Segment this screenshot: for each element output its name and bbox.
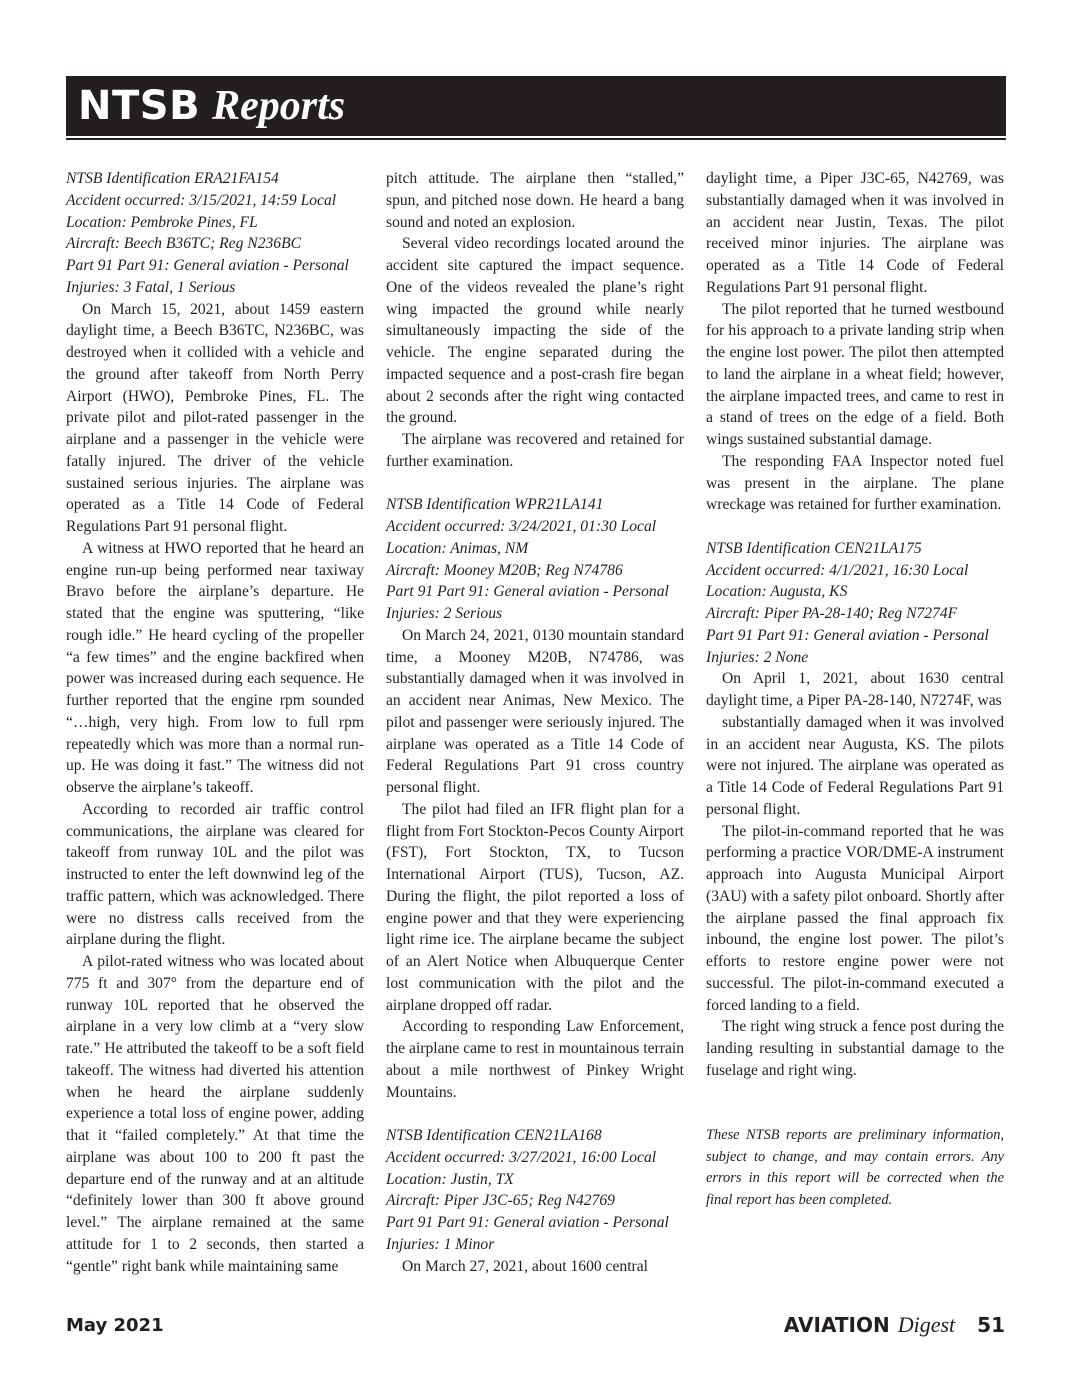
report-3-meta — [386, 1125, 684, 1256]
report-aircraft: Aircraft: Mooney M20B; Reg N74786 — [386, 561, 623, 579]
report-4-meta — [706, 538, 1004, 669]
report-paragraph: The airplane was recovered and retained for further examination. — [386, 431, 684, 470]
spacer — [386, 473, 684, 495]
banner-title-bold: NTSB — [78, 83, 201, 129]
report-id: NTSB Identification ERA21FA154 — [66, 170, 279, 187]
report-aircraft: Aircraft: Piper PA-28-140; Reg N7274F — [706, 605, 958, 622]
banner-rule — [66, 138, 1006, 140]
disclaimer-note: These NTSB reports are preliminary information, subject to change, and may contain errors. Any errors in this report will be corrected when the final report has been completed. — [706, 1127, 1004, 1208]
column-1 — [66, 168, 364, 1277]
report-aircraft: Aircraft: Beech B36TC; Reg N236BC — [66, 235, 302, 253]
report-injuries: Injuries: 2 Serious — [386, 605, 503, 622]
report-part: Part 91 Part 91: General aviation - Personal — [66, 257, 349, 274]
report-location: Location: Animas, NM — [386, 539, 529, 557]
report-part: Part 91 Part 91: General aviation - Personal — [706, 626, 989, 644]
report-paragraph: On March 15, 2021, about 1459 eastern daylight time, a Beech B36TC, N236BC, was destroyed when it collided with a vehicle and the ground after takeoff from North Perry Airport (HWO), Pembroke Pines, FL. The private pilot and pilot-rated passenger in the airplane and a passenger in the vehicle were fatally injured. The driver of the vehicle sustained serious injuries. The airplane was operated as a Title 14 Code of Federal Regulations Part 91 personal flight. — [66, 300, 364, 535]
report-paragraph: The pilot-in-command reported that he was performing a practice VOR/DME-A instrument approach into Augusta Municipal Airport (3AU) with a safety pilot onboard. Shortly after the airplane passed the final approach fix inbound, the engine lost power. The pilot’s efforts to restore engine power were not successful. The pilot-in-command executed a forced landing to a field. — [706, 822, 1004, 1014]
spacer — [706, 1103, 1004, 1125]
report-id: NTSB Identification WPR21LA141 — [386, 496, 604, 514]
report-paragraph: substantially damaged when it was involved in an accident near Augusta, KS. The pilots were not injured. The airplane was operated as a Title 14 Code of Federal Regulations Part 91 personal flight. — [706, 713, 1004, 818]
report-location: Location: Augusta, KS — [706, 583, 848, 601]
report-paragraph: On March 24, 2021, 0130 mountain standard time, a Mooney M20B, N74786, was substantially damaged when it was involved in an accident near Animas, New Mexico. The pilot and passenger were seriously injured. The airplane was operated as a Title 14 Code of Federal Regulations Part 91 cross country personal flight. — [386, 626, 684, 796]
report-date: Accident occurred: 3/27/2021, 16:00 Local — [386, 1148, 657, 1166]
banner-title-italic: Reports — [212, 83, 346, 129]
report-paragraph: A pilot-rated witness who was located about 775 ft and 307° from the departure end of runway 10L reported that he observed the airplane in a very low climb at a “very slow rate.” He attributed the takeoff to be a soft field takeoff. The witness had diverted his attention when he heard the airplane suddenly experience a total loss of engine power, adding that it “failed completely.” At that time the airplane was about 100 to 200 ft past the departure end of the runway and at an altitude “definitely lower than 300 ft above ground level.” The airplane remained at the same attitude for 1 to 2 seconds, then started a “gentle” right bank while maintaining same — [66, 953, 364, 1275]
report-aircraft: Aircraft: Piper J3C-65; Reg N42769 — [386, 1192, 615, 1210]
magazine-name-bold: AVIATION — [783, 1313, 890, 1337]
report-1-meta — [66, 168, 364, 299]
issue-date: May 2021 — [66, 1315, 164, 1336]
report-paragraph: According to responding Law Enforcement, the airplane came to rest in mountainous terrain about a mile northwest of Pinkey Wright Mountains. — [386, 1018, 684, 1101]
report-2-meta — [386, 494, 684, 625]
report-paragraph: pitch attitude. The airplane then “stalled,” spun, and pitched nose down. He heard a bang sound and noted an explosion. — [386, 170, 684, 231]
footer-folio — [784, 1312, 1005, 1338]
report-date: Accident occurred: 4/1/2021, 16:30 Local — [706, 561, 969, 579]
report-paragraph: Several video recordings located around the accident site captured the impact sequence. One of the videos revealed the plane’s right wing impacted the ground while nearly simultaneously impacting the side of the vehicle. The engine separated during the impacted sequence and a post-crash fire began about 2 seconds after the right wing contacted the ground. — [386, 235, 684, 427]
report-paragraph: According to recorded air traffic control communications, the airplane was cleared for takeoff from runway 10L and the pilot was instructed to enter the left downwind leg of the traffic pattern, which was acknowledged. There were no distress calls received from the airplane during the flight. — [66, 800, 364, 949]
report-injuries: Injuries: 3 Fatal, 1 Serious — [66, 278, 236, 296]
report-injuries: Injuries: 1 Minor — [386, 1235, 495, 1253]
report-paragraph: On March 27, 2021, about 1600 central — [402, 1257, 648, 1275]
report-paragraph: daylight time, a Piper J3C-65, N42769, was substantially damaged when it was involved in an accident near Justin, Texas. The pilot received minor injuries. The airplane was operated as a Title 14 Code of Federal Regulations Part 91 personal flight. — [706, 170, 1004, 296]
report-paragraph: On April 1, 2021, about 1630 central daylight time, a Piper PA-28-140, N7274F, was — [706, 670, 1004, 709]
report-part: Part 91 Part 91: General aviation - Personal — [386, 583, 669, 601]
report-paragraph: The responding FAA Inspector noted fuel was present in the airplane. The plane wreckage was retained for further examination. — [706, 452, 1004, 514]
magazine-name-italic: Digest — [897, 1312, 956, 1337]
column-3 — [706, 168, 1004, 1211]
report-paragraph: The pilot reported that he turned westbound for his approach to a private landing strip when the engine lost power. The pilot then attempted to land the airplane in a wheat field; however, the airplane impacted trees, and came to rest in a stand of trees on the edge of a field. Both wings sustained substantial damage. — [706, 300, 1004, 448]
report-location: Location: Pembroke Pines, FL — [66, 213, 258, 231]
report-paragraph: The pilot had filed an IFR flight plan for a flight from Fort Stockton-Pecos County Airport (FST), Fort Stockton, TX, to Tucson International Airport (TUS), Tucson, AZ. During the flight, the pilot reported a loss of engine power and that they were experiencing light rime ice. The airplane became the subject of an Alert Notice when Albuquerque Center lost communication with the pilot and the airplane dropped off radar. — [386, 800, 684, 1014]
report-paragraph: The right wing struck a fence post during the landing resulting in substantial damage to the fuselage and right wing. — [706, 1018, 1004, 1079]
report-date: Accident occurred: 3/15/2021, 14:59 Local — [66, 191, 337, 209]
section-banner — [66, 76, 1006, 136]
report-paragraph: A witness at HWO reported that he heard an engine run-up being performed near taxiway Bravo before the airplane’s departure. He stated that the engine was sputtering, “like rough idle.” He heard cycling of the propeller “a few times” and the engine backfired when power was increased during each sequence. He further reported that the engine rpm sounded “…high, very high. From low to full rpm repeatedly which was more than a normal run-up. He was doing it fast.” The witness did not observe the airplane’s takeoff. — [66, 539, 364, 796]
report-part: Part 91 Part 91: General aviation - Personal — [386, 1214, 669, 1231]
column-2 — [386, 168, 684, 1277]
report-location: Location: Justin, TX — [386, 1170, 514, 1188]
spacer — [706, 516, 1004, 538]
page-number: 51 — [977, 1313, 1005, 1337]
spacer — [386, 1103, 684, 1125]
report-injuries: Injuries: 2 None — [706, 648, 809, 666]
report-date: Accident occurred: 3/24/2021, 01:30 Local — [386, 518, 657, 535]
spacer — [706, 1082, 1004, 1104]
report-id: NTSB Identification CEN21LA168 — [386, 1127, 602, 1144]
report-id: NTSB Identification CEN21LA175 — [706, 539, 922, 557]
